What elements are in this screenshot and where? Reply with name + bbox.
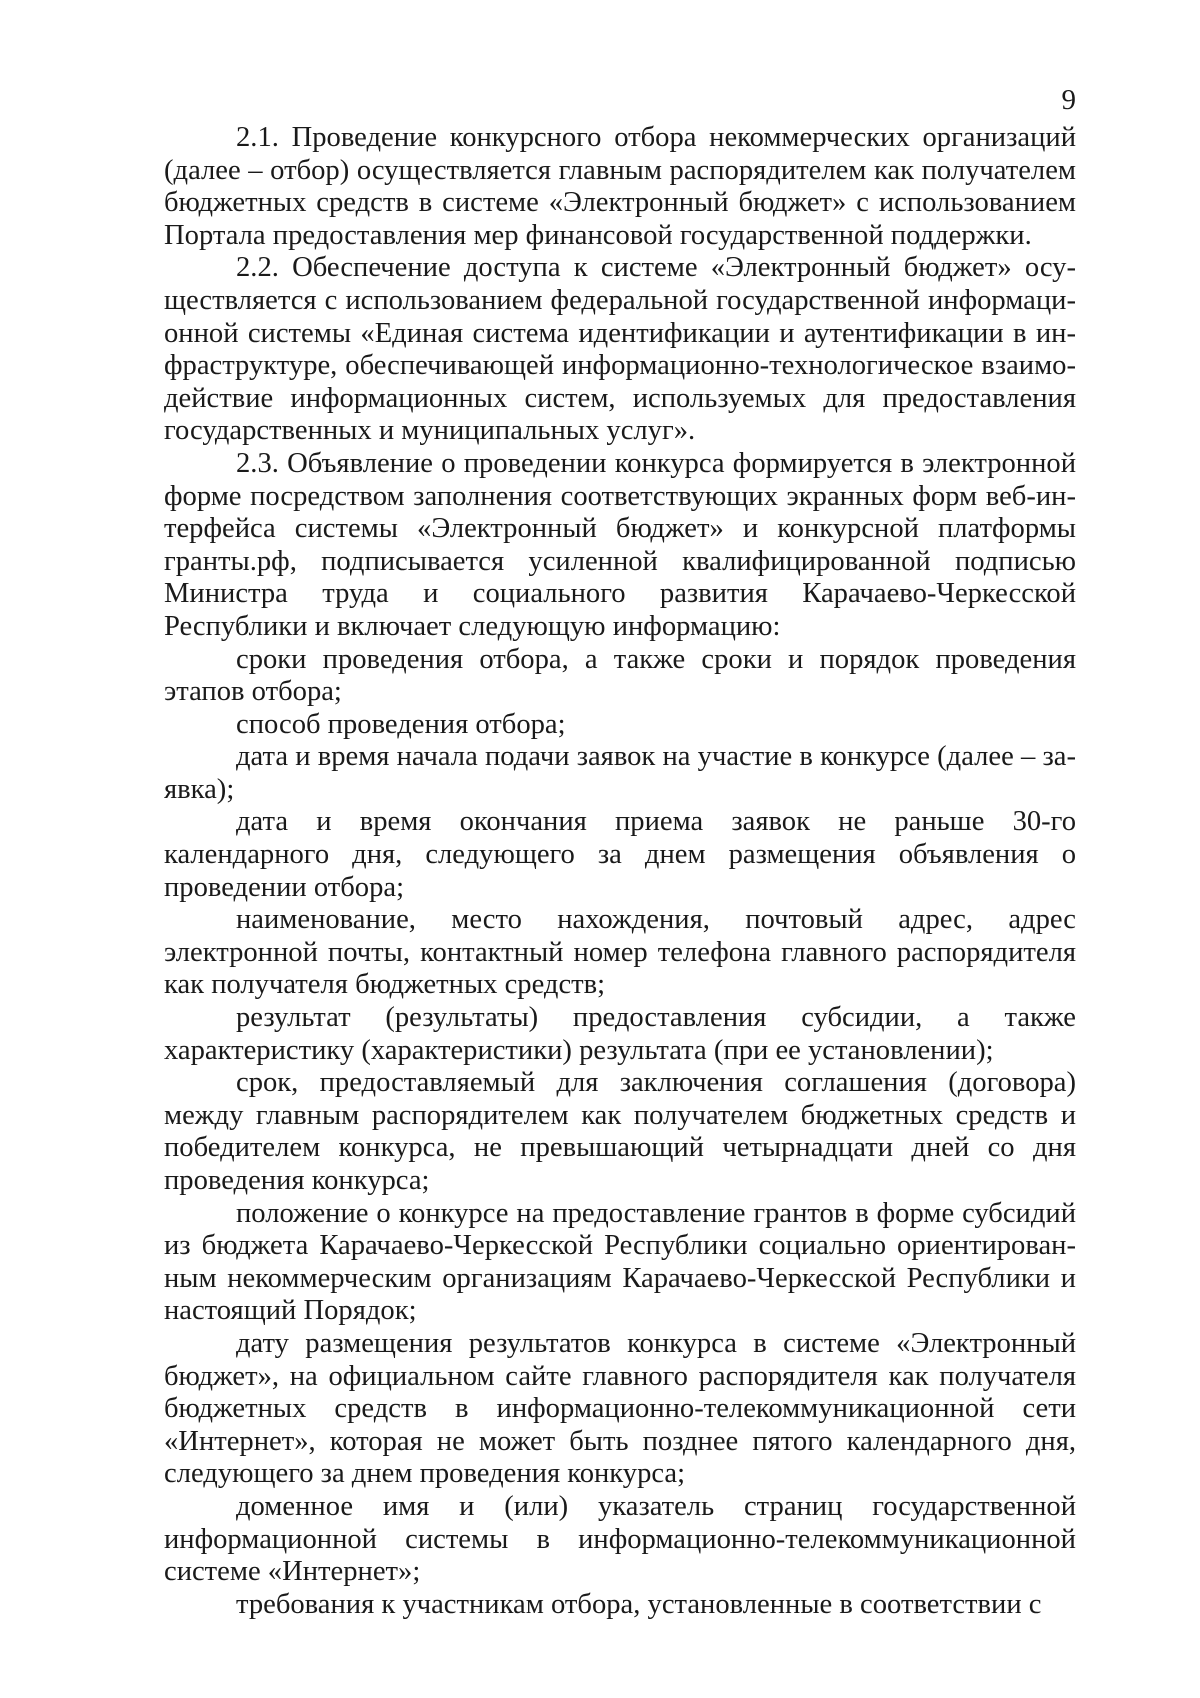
list-item: срок, предоставляемый для заключения соглашения (договора) между главным распорядителем как получателем бюджетных средств и победителем конкурса, не превышающий четырнадцати дней со дня проведения конкурса; (164, 1067, 1076, 1196)
list-item: наименование, место нахождения, почтовый адрес, адрес электронной почты, контактный номер телефона главного распорядителя как получателя бюджетных средств; (164, 904, 1076, 1001)
list-item: дату размещения результатов конкурса в системе «Электронный бюджет», на официальном сайте главного распорядителя как получателя бюджетных средств в информационно-телекоммуникационной сети «Интернет», которая не может быть позднее пятого календарного дня, следующего за днем проведения конкурса; (164, 1327, 1076, 1490)
list-item: способ проведения отбора; (236, 708, 566, 740)
list-item: положение о конкурсе на предоставление грантов в форме субсидий из бюджета Карачаево-Черкесской Республики социально ориентированным некоммерческим организациям Карачаево-Черкесской Республики и настоящий Порядок; (164, 1197, 1076, 1327)
document-body (164, 122, 1076, 1621)
paragraph-2-2: 2.2. Обеспечение доступа к системе «Электронный бюджет» осуществляется с использованием федеральной государственной информационной системы «Единая система идентификации и аутентификации в инфраструктуре, обеспечивающей информационно-технологическое взаимодействие информационных систем, используемых для предоставления государственных и муниципальных услуг». (164, 252, 1076, 447)
list-item: дата и время начала подачи заявок на участие в конкурсе (далее – заявка); (164, 741, 1076, 805)
list-item: результат (результаты) предоставления субсидии, а также характеристику (характеристики) результата (при ее установлении); (164, 1002, 1076, 1066)
list-item: сроки проведения отбора, а также сроки и порядок проведения этапов отбора; (164, 643, 1076, 708)
list-item: требования к участникам отбора, установленные в соответствии с (236, 1588, 1042, 1620)
paragraph-2-3: 2.3. Объявление о проведении конкурса формируется в электронной форме посредством заполнения соответствующих экранных форм веб-интерфейса системы «Электронный бюджет» и конкурсной платформы гранты.рф, подписывается усиленной квалифицированной подписью Министра труда и социального развития Карачаево-Черкесской Республики и включает следующую информацию: (164, 447, 1076, 642)
paragraph-2-1: 2.1. Проведение конкурсного отбора некоммерческих организаций (далее – отбор) осуществляется главным распорядителем как получателем бюджетных средств в системе «Электронный бюджет» с использованием Портала предоставления мер финансовой государственной поддержки. (164, 122, 1076, 251)
page-number: 9 (1061, 84, 1076, 116)
list-item: дата и время окончания приема заявок не раньше 30-го календарного дня, следующего за днем размещения объявления о проведении отбора; (164, 806, 1076, 903)
list-item: доменное имя и (или) указатель страниц государственной информационной системы в информационно-телекоммуникационной системе «Интернет»; (164, 1490, 1076, 1588)
